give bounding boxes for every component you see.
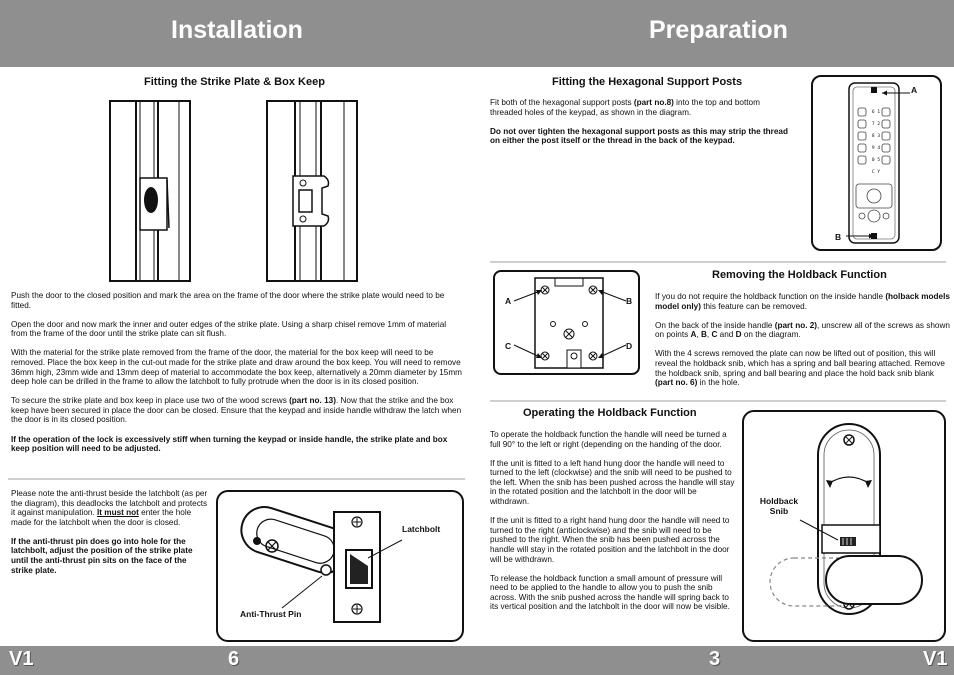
key-row — [868, 143, 884, 155]
holdback-text-end: on the diagram. — [741, 330, 801, 340]
handle-part-number: (part no. 2) — [774, 320, 818, 330]
hex-posts-instructions — [490, 98, 790, 155]
post-a-label: A — [911, 85, 918, 95]
keypad-key-labels — [868, 107, 884, 179]
key-label: 0 — [871, 158, 875, 163]
anti-thrust-text-end: enter the hole made for the latchbolt when the door is closed. — [11, 508, 192, 527]
point-d-ref: D — [735, 330, 742, 340]
hex-posts-part-number: (part no.8) — [633, 98, 674, 107]
removing-holdback-instructions — [655, 292, 950, 397]
screws-text: To secure the strike plate and box keep in place use two of the wood screws — [11, 396, 290, 406]
page-title-preparation: Preparation — [649, 16, 788, 44]
strike-plate-cutout-diagram — [109, 100, 191, 282]
key-label: 1 — [877, 110, 881, 115]
screws-text-end: . Now that the strike and the box keep have been secured in place the door can be closed. Ensure that the keypad and inside handle withdraw the latch when the door is in its closed position. — [11, 396, 462, 425]
hex-posts-paragraph — [490, 98, 790, 117]
strike-plate-screws-paragraph — [11, 396, 463, 425]
strike-plate-paragraph: Open the door and now mark the inner and outer edges of the strike plate. Using a sharp chisel remove 1mm of material from the frame of the door until the strike plate can sit flush. — [11, 319, 447, 339]
post-a-pointer — [882, 90, 912, 96]
operating-holdback-paragraph: If the unit is fitted to a right hand hung door the handle will need to turned to the right (anticlockwise) and the snib will need to be pushed to the right. When the snib has been pushed across the handle will stay in the rotated position and the latchbolt in the door will be withdrawn. — [490, 516, 730, 564]
footer-page-number-left: 6 — [228, 648, 240, 670]
key-row — [868, 119, 884, 131]
key-row — [868, 131, 884, 143]
strike-plate-paragraph: With the material for the strike plate removed from the frame of the door, the material for the box keep will need to be removed. Place the box keep in the cut-out made for the strike plate and draw around the box keep. You will need to remove 36mm high, 23mm wide and 13mm deep of material to accommodate the box keep, alternatively a 20mm diameter by 15mm deep hole can be drilled in the frame to allow the latchbolt to fully protrude when the door is in its closed position. — [11, 348, 462, 387]
anti-thrust-instructions — [11, 489, 209, 585]
separator: and — [717, 330, 736, 340]
key-label: 5 — [877, 158, 881, 163]
key-label: 8 — [871, 134, 875, 139]
point-c-ref: C — [711, 330, 718, 340]
anti-thrust-warning: If the anti-thrust pin does go into hole for the latchbolt, adjust the position of the strike plate until the anti-thrust pin sits on the face of the strike plate. — [11, 536, 193, 575]
removing-holdback-paragraph — [655, 292, 950, 311]
snib-blank-part-number: (part no. 6) — [655, 378, 698, 388]
key-row: C Y — [871, 170, 881, 175]
footer-version-right: V1 — [923, 648, 948, 670]
hex-posts-text-end: into the top and bottom threaded holes of the keypad, as shown in the diagram. — [490, 98, 760, 117]
point-b-label: B — [626, 296, 633, 306]
key-label: 7 — [871, 122, 875, 127]
strike-plate-paragraph: Push the door to the closed position and mark the area on the frame of the door where the strike plate would need to be fitted. — [11, 291, 445, 310]
key-row — [868, 107, 884, 119]
key-label: 4 — [877, 146, 881, 151]
anti-thrust-emphasis: It must not — [97, 508, 139, 518]
separator: , — [706, 330, 712, 340]
header-bar — [0, 0, 954, 67]
strike-plate-heading: Fitting the Strike Plate & Box Keep — [144, 76, 325, 88]
holdback-snib-label-line2: Snib — [769, 506, 789, 516]
anti-thrust-text: Please note the anti-thrust beside the latchbolt (as per the diagram), this deadlocks the latchbolt and protects it against manipulation. — [11, 489, 208, 518]
operating-holdback-paragraph: If the unit is fitted to a left hand hung door the handle will need to turned to the left (clockwise) and the snib will need to be pushed to the left. When the snib has been pushed across the handle will stay in the rotated position and the latchbolt in the door will be withdrawn. — [490, 458, 735, 507]
holdback-diagram — [748, 420, 942, 620]
anti-thrust-pin-label: Anti-Thrust Pin — [240, 609, 302, 619]
point-d-label: D — [626, 341, 633, 351]
holdback-text: On the back of the inside handle — [655, 320, 775, 330]
point-c-label: C — [505, 341, 512, 351]
post-b-label: B — [835, 232, 842, 242]
operating-holdback-paragraph: To release the holdback function a small amount of pressure will need to be applied to the handle to allow you to push the snib across. With the snib pushed across the handle will spring back to its vertical position and the latchbolt in the door will now be visible. — [490, 573, 730, 612]
holdback-text: , unscrew all of the screws as shown on points — [655, 320, 950, 340]
removing-holdback-paragraph — [655, 321, 950, 340]
footer-page-number-right: 3 — [709, 648, 721, 670]
holdback-text: If you do not require the holdback function on the inside handle — [655, 292, 886, 301]
page-title-installation: Installation — [171, 16, 303, 44]
key-label: 3 — [877, 134, 881, 139]
section-divider — [490, 261, 946, 263]
key-label: 9 — [871, 146, 875, 151]
hex-posts-heading: Fitting the Hexagonal Support Posts — [552, 76, 743, 88]
footer-version-left: V1 — [9, 648, 34, 670]
point-a-label: A — [505, 296, 512, 306]
hex-posts-warning: Do not over tighten the hexagonal support posts as this may strip the thread on either the post itself or the thread in the back of the keypad. — [490, 126, 788, 146]
operating-holdback-paragraph: To operate the holdback function the handle will need be turned a full 90° to the left or right (depending on the handing of the door. — [490, 430, 727, 449]
latchbolt-label: Latchbolt — [402, 524, 441, 534]
holdback-text: With the 4 screws removed the plate can now be lifted out of position, this will reveal the holdback snib, which has a spring and ball bearing attached. Remove the holdback snib, spring and ball bearing and place the hold back snib blank — [655, 349, 945, 378]
hex-posts-text: Fit both of the hexagonal support posts — [490, 98, 634, 107]
strike-plate-warning: If the operation of the lock is excessively stiff when turning the keypad or inside handle, the strike plate and box keep position will need to be adjusted. — [11, 434, 448, 454]
point-a-ref: A — [690, 330, 697, 340]
holdback-models-note: (holback models model only) — [655, 292, 950, 311]
key-label: 6 — [871, 110, 875, 115]
point-b-ref: B — [701, 330, 707, 340]
screws-part-number: (part no. 13) — [289, 396, 336, 406]
holdback-snib-label-line1: Holdback — [759, 496, 799, 506]
post-b-pointer — [846, 233, 874, 239]
key-row — [868, 155, 884, 167]
section-divider — [490, 400, 946, 402]
strike-plate-instructions — [11, 291, 463, 463]
holdback-text-end: this feature can be removed. — [700, 301, 807, 311]
removing-holdback-paragraph — [655, 349, 950, 387]
section-divider — [8, 478, 465, 480]
footer-bar — [0, 646, 954, 675]
holdback-text-end: in the hole. — [697, 378, 740, 388]
removing-holdback-heading: Removing the Holdback Function — [712, 269, 887, 281]
anti-thrust-intro — [11, 489, 209, 527]
operating-holdback-instructions — [490, 430, 735, 622]
key-label: 2 — [877, 122, 881, 127]
holdback-snib-label — [755, 496, 803, 516]
strike-plate-fitted-diagram — [266, 100, 358, 282]
screw-pointers — [512, 287, 628, 361]
separator: , — [696, 330, 701, 340]
operating-holdback-heading: Operating the Holdback Function — [523, 407, 697, 419]
